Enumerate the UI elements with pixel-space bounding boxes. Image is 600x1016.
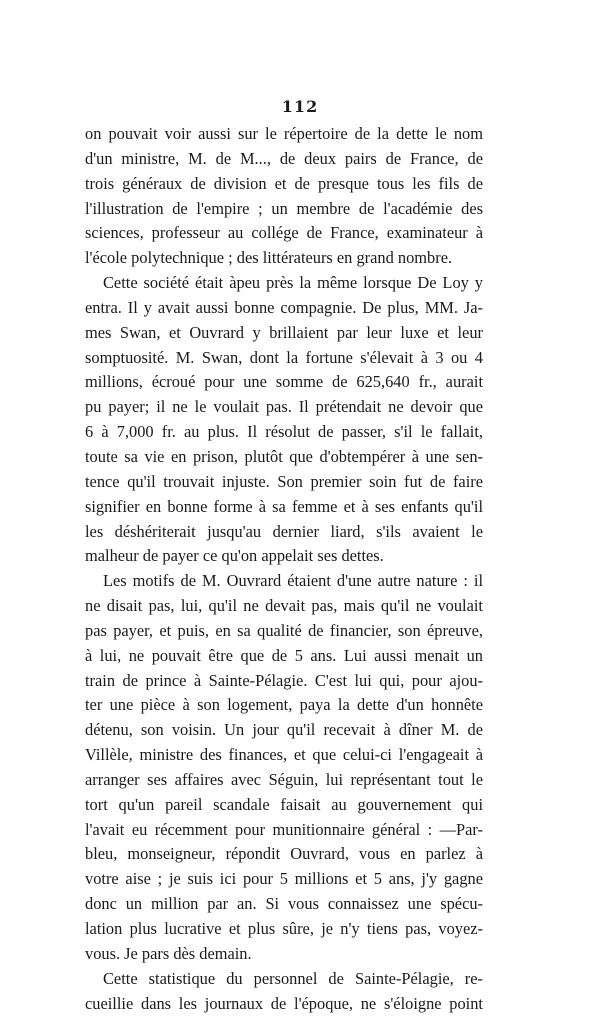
text-line: somptuosité. M. Swan, dont la fortune s'élevait à 3 ou 4 — [85, 347, 483, 367]
text-line: détenu, son voisin. Un jour qu'il recevait à dîner M. de — [85, 720, 483, 740]
text-line: l'avait eu récemment pour munitionnaire général : —Par- — [85, 819, 483, 839]
text-line: pas payer, et puis, en sa qualité de financier, son épreuve, — [85, 620, 483, 640]
text-line: millions, écroué pour une somme de 625,640 fr., aurait — [85, 372, 483, 392]
text-line: on pouvait voir aussi sur le répertoire de la dette le nom — [85, 124, 483, 143]
text-line: toute sa vie en prison, plutôt que d'obtempérer à une sen- — [85, 446, 483, 466]
text-line: bleu, monseigneur, répondit Ouvrard, vous en parlez à — [85, 844, 483, 864]
page-number: 112 — [281, 97, 319, 116]
text-line: Les motifs de M. Ouvrard étaient d'une autre nature : il — [103, 571, 483, 591]
text-line: à lui, ne pouvait être que de 5 ans. Lui aussi menait un — [85, 645, 483, 665]
text-line: tort qu'un pareil scandale faisait au gouvernement qui — [85, 794, 483, 814]
text-line: 6 à 7,000 fr. au plus. Il résolut de passer, s'il le fallait, — [85, 422, 483, 442]
text-line: Villèle, ministre des finances, et que celui-ci l'engageait à — [85, 745, 483, 765]
text-line: trois généraux de division et de presque tous les fils de — [85, 173, 483, 193]
text-line: train de prince à Sainte-Pélagie. C'est lui qui, pour ajou- — [85, 670, 483, 690]
text-line: lation plus lucrative et plus sûre, je n'y tiens pas, voyez- — [85, 919, 483, 938]
text-line: signifier en bonne forme à sa femme et à ses enfants qu'il — [85, 496, 483, 516]
text-line: donc un million par an. Si vous connaissez une spécu- — [85, 894, 483, 914]
text-line: malheur de payer ce qu'on appelait ses dettes. — [85, 546, 384, 566]
body-text — [85, 122, 483, 1016]
text-line: Cette statistique du personnel de Sainte-Pélagie, re- — [103, 968, 483, 988]
text-line: entra. Il y avait aussi bonne compagnie. De plus, MM. Ja- — [85, 297, 483, 317]
text-line: d'un ministre, M. de M..., de deux pairs de France, de — [85, 148, 483, 168]
text-line: cueillie dans les journaux de l'époque, ne s'éloigne point — [85, 993, 483, 1013]
text-line: les déshériterait jusqu'au dernier liard, s'ils avaient le — [85, 521, 483, 541]
text-line: Cette société était àpeu près la même lorsque De Loy y — [103, 273, 483, 293]
text-line: tence qu'il trouvait injuste. Son premier soin fut de faire — [85, 471, 483, 491]
text-line: mes Swan, et Ouvrard y brillaient par leur luxe et leur — [85, 322, 483, 342]
text-line: l'école polytechnique ; des littérateurs en grand nombre. — [85, 248, 453, 268]
text-line: vous. Je pars dès demain. — [85, 943, 252, 963]
text-line: ter une pièce à son logement, paya la dette d'un honnête — [85, 695, 483, 715]
text-line: votre aise ; je suis ici pour 5 millions et 5 ans, j'y gagne — [85, 869, 483, 889]
text-line: sciences, professeur au collége de France, examinateur à — [85, 223, 483, 243]
text-line: ne disait pas, lui, qu'il ne devait pas, mais qu'il ne voulait — [85, 596, 483, 616]
text-line: l'illustration de l'empire ; un membre de l'académie des — [85, 198, 483, 218]
text-line: pu payer; il ne le voulait pas. Il prétendait ne devoir que — [85, 397, 483, 417]
text-line: arranger ses affaires avec Séguin, lui représentant tout le — [85, 769, 483, 789]
